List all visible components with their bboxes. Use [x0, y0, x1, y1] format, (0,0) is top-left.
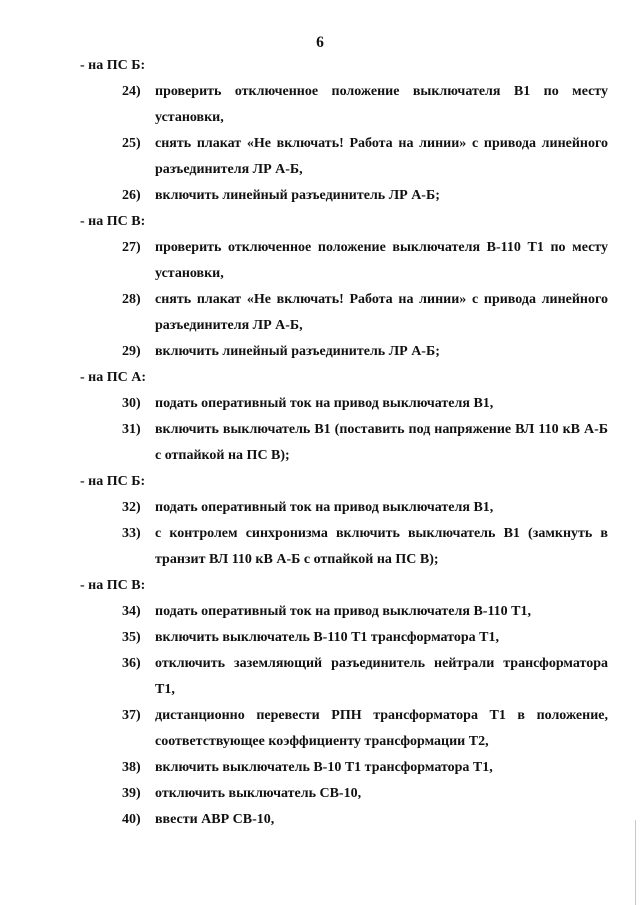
item-number: 36): [122, 656, 141, 671]
list-item: [80, 625, 608, 651]
item-text: включить линейный разъединитель ЛР А-Б;: [155, 344, 440, 359]
item-number: 38): [122, 760, 141, 775]
item-number: 37): [122, 708, 141, 723]
item-text: подать оперативный ток на привод выключателя В1,: [155, 500, 494, 515]
list-item: [80, 417, 608, 469]
item-number: 29): [122, 344, 141, 359]
list-item: [80, 755, 608, 781]
item-text: включить выключатель В-10 Т1 трансформатора Т1,: [155, 760, 493, 775]
scan-edge-line: [635, 820, 636, 905]
item-text: проверить отключенное положение выключателя В-110 Т1 по месту установки,: [155, 240, 608, 281]
item-text: с контролем синхронизма включить выключатель В1 (замкнуть в транзит ВЛ 110 кВ А-Б с отпайкой на ПС В);: [155, 526, 608, 567]
list-item: [80, 807, 608, 833]
item-number: 40): [122, 812, 141, 827]
item-text: включить выключатель В-110 Т1 трансформатора Т1,: [155, 630, 499, 645]
list-item: [80, 703, 608, 755]
item-number: 30): [122, 396, 141, 411]
section-heading: - на ПС Б:: [80, 58, 146, 73]
list-item: [80, 495, 608, 521]
item-number: 39): [122, 786, 141, 801]
list-item: [80, 235, 608, 287]
item-number: 32): [122, 500, 141, 515]
section-heading: - на ПС В:: [80, 214, 146, 229]
item-text: подать оперативный ток на привод выключателя В1,: [155, 396, 494, 411]
list-item: [80, 521, 608, 573]
item-number: 28): [122, 292, 141, 307]
section-heading: - на ПС А:: [80, 370, 147, 385]
item-number: 31): [122, 422, 141, 437]
item-number: 25): [122, 136, 141, 151]
item-number: 27): [122, 240, 141, 255]
section-heading: - на ПС В:: [80, 578, 146, 593]
document-body: [80, 53, 608, 833]
item-text: отключить заземляющий разъединитель нейтрали трансформатора Т1,: [155, 656, 608, 697]
item-number: 34): [122, 604, 141, 619]
list-item: [80, 339, 608, 365]
item-number: 26): [122, 188, 141, 203]
list-item: [80, 599, 608, 625]
page-number: 6: [316, 34, 324, 51]
item-text: снять плакат «Не включать! Работа на линии» с привода линейного разъединителя ЛР А-Б,: [155, 136, 608, 177]
item-text: ввести АВР СВ-10,: [155, 812, 275, 827]
item-text: подать оперативный ток на привод выключателя В-110 Т1,: [155, 604, 532, 619]
list-item: [80, 131, 608, 183]
item-number: 35): [122, 630, 141, 645]
item-text: включить линейный разъединитель ЛР А-Б;: [155, 188, 440, 203]
list-item: [80, 183, 608, 209]
list-item: [80, 391, 608, 417]
list-item: [80, 651, 608, 703]
item-number: 24): [122, 84, 141, 99]
item-number: 33): [122, 526, 141, 541]
item-text: проверить отключенное положение выключателя В1 по месту установки,: [155, 84, 608, 125]
list-item: [80, 287, 608, 339]
item-text: снять плакат «Не включать! Работа на линии» с привода линейного разъединителя ЛР А-Б,: [155, 292, 608, 333]
section-heading: - на ПС Б:: [80, 474, 146, 489]
list-item: [80, 79, 608, 131]
item-text: отключить выключатель СВ-10,: [155, 786, 362, 801]
list-item: [80, 781, 608, 807]
item-text: включить выключатель В1 (поставить под напряжение ВЛ 110 кВ А-Б с отпайкой на ПС В);: [155, 422, 608, 463]
item-text: дистанционно перевести РПН трансформатора Т1 в положение, соответствующее коэффициенту трансформации Т2,: [155, 708, 608, 749]
